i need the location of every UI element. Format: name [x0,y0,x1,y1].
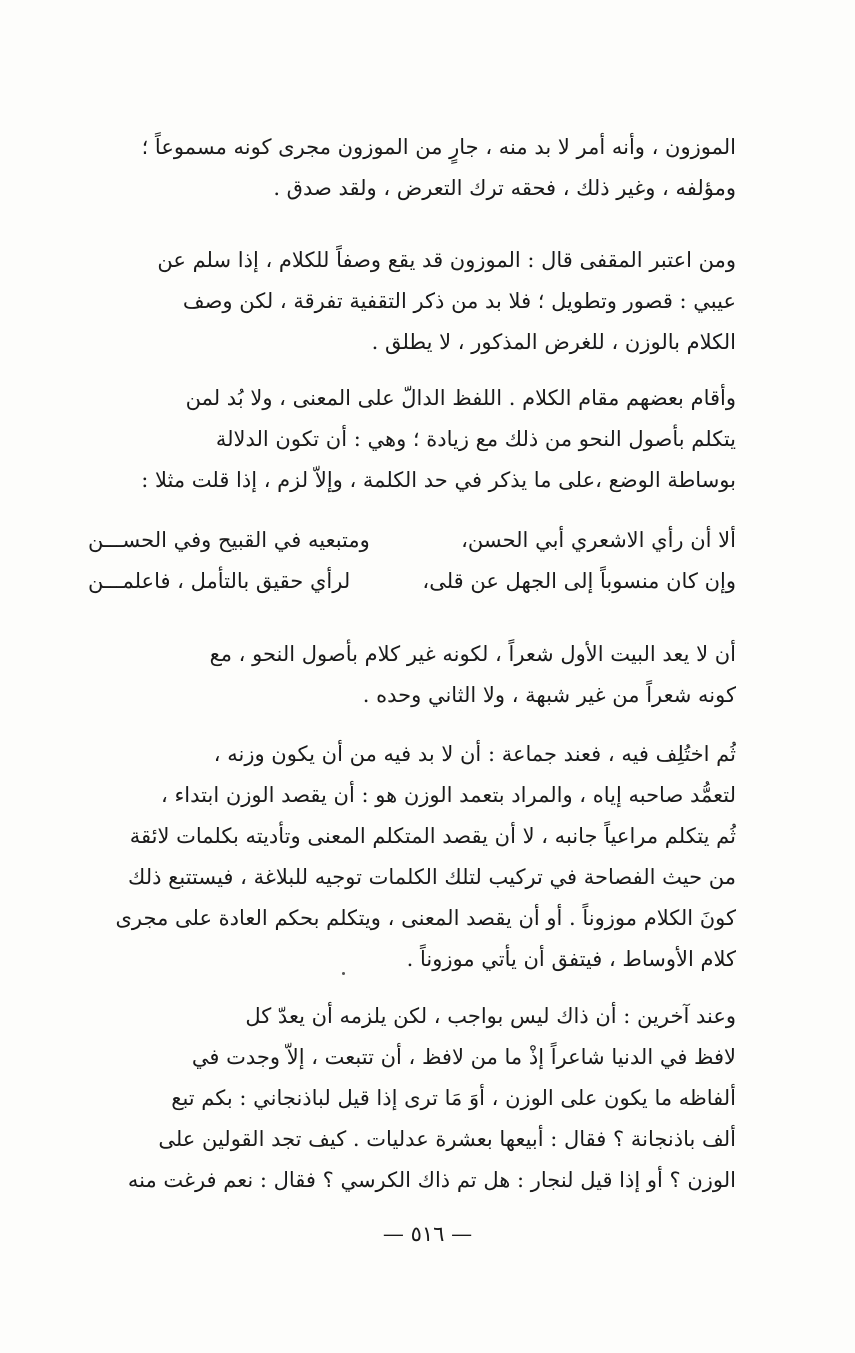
paragraph-1 [88,127,736,209]
text-line: كونَ الكلام موزوناً . أو أن يقصد المعنى ، ويتكلم بحكم العادة على مجرى [115,906,736,930]
page-number: — ٥١٦ — [382,1222,473,1246]
text-line: وأقام بعضهم مقام الكلام . اللفظ الدالّ على المعنى ، ولا بُد لمن [185,386,736,410]
text-line: عيبي : قصور وتطويل ؛ فلا بد من ذكر التقفية تفرقة ، لكن وصف [182,289,736,313]
text-line: لتعمُّد صاحبه إياه ، والمراد بتعمد الوزن هو : أن يقصد الوزن ابتداء ، [160,783,736,807]
paragraph-6 [88,996,736,1201]
text-line: كونه شعراً من غير شبهة ، ولا الثاني وحده . [362,683,736,707]
paragraph-4 [88,634,736,716]
text-line: يتكلم بأصول النحو من ذلك مع زيادة ؛ وهي : أن تكون الدلالة [215,427,736,451]
text-line: الكلام بالوزن ، للغرض المذكور ، لا يطلق . [371,330,736,354]
text-line: أن لا يعد البيت الأول شعراً ، لكونه غير كلام بأصول النحو ، مع [209,642,736,666]
ink-speck [342,972,345,975]
text-line: كلام الأوساط ، فيتفق أن يأتي موزوناً . [406,947,736,971]
poem-verse-2 [88,561,736,602]
verse-first-hemistich: ألا أن رأي الاشعري أبي الحسن، [461,528,736,552]
text-line: الوزن ؟ أو إذا قيل لنجار : هل تم ذاك الكرسي ؟ فقال : نعم فرغت منه [127,1168,736,1192]
verse-first-hemistich: وإن كان منسوباً إلى الجهل عن قلى، [422,569,736,593]
text-line: بوساطة الوضع ،على ما يذكر في حد الكلمة ، وإلاّ لزم ، إذا قلت مثلا : [141,468,736,492]
text-line: ألفاظه ما يكون على الوزن ، أوَ مَا ترى إذا قيل لباذنجاني : بكم تبع [171,1086,736,1110]
text-line: الموزون ، وأنه أمر لا بد منه ، جارٍ من الموزون مجرى كونه مسموعاً ؛ [141,135,736,159]
verse-second-hemistich: لرأي حقيق بالتأمل ، فاعلمـــن [88,569,351,593]
text-line: ثُم يتكلم مراعياً جانبه ، لا أن يقصد المتكلم المعنى وتأديته بكلمات لائقة [129,824,736,848]
text-line: من حيث الفصاحة في تركيب لتلك الكلمات توجيه للبلاغة ، فيستتبع ذلك [128,865,736,889]
paragraph-5 [88,734,736,980]
text-line: ومؤلفه ، وغير ذلك ، فحقه ترك التعرض ، ولقد صدق . [273,176,736,200]
text-line: وعند آخرين : أن ذاك ليس بواجب ، لكن يلزمه أن يعدّ كل [245,1004,736,1028]
verse-second-hemistich: ومتبعيه في القبيح وفي الحســـن [88,528,370,552]
poem-verse-1 [88,520,736,561]
text-line: ألف باذنجانة ؟ فقال : أبيعها بعشرة عدليات . كيف تجد القولين على [158,1127,736,1151]
text-line: لافظ في الدنيا شاعراً إذْ ما من لافظ ، أن تتبعت ، إلاّ وجدت في [191,1045,736,1069]
text-line: ومن اعتبر المقفى قال : الموزون قد يقع وصفاً للكلام ، إذا سلم عن [157,248,736,272]
paragraph-3 [88,378,736,501]
text-line: ثُم اختُلِف فيه ، فعند جماعة : أن لا بد فيه من أن يكون وزنه ، [213,742,736,766]
paragraph-2 [88,240,736,363]
